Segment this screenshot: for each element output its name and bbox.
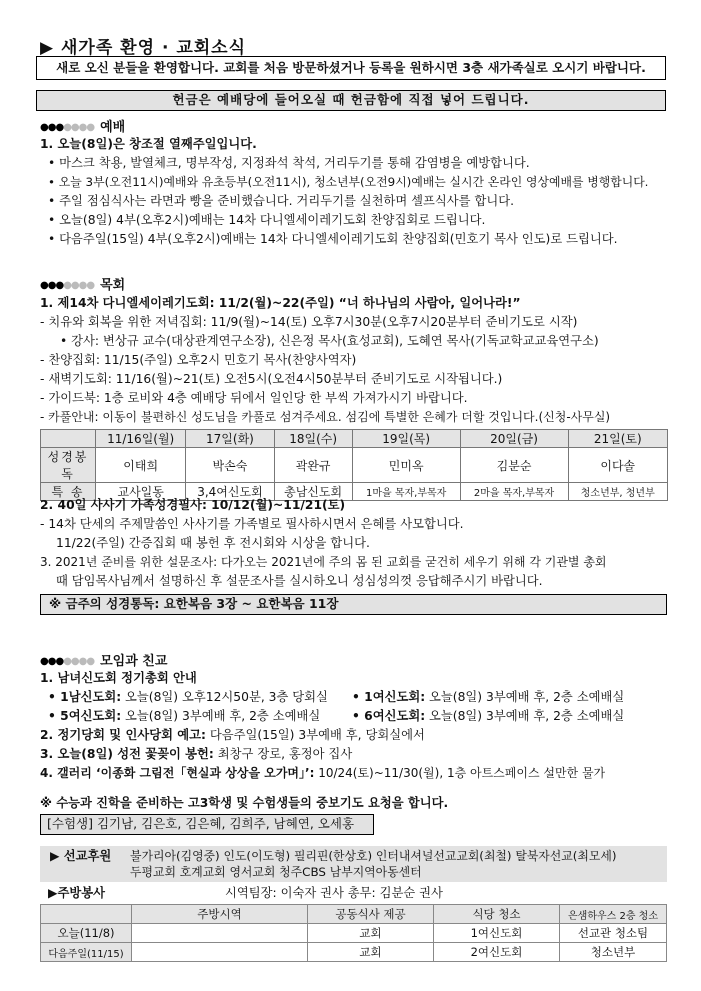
table-header: 17일(화) bbox=[186, 430, 274, 448]
table-cell: 청소년부 bbox=[560, 943, 667, 962]
pastoral-line: - 치유와 회복을 위한 저녁집회: 11/9(월)~14(토) 오후7시30분(오후7시20분부터 준비기도로 시작) bbox=[40, 315, 578, 329]
pastoral-line: - 카풀안내: 이동이 불편하신 성도님을 카풀로 섬겨주세요. 섬김에 특별한 은혜가 더할 것입니다.(신청-사무실) bbox=[40, 410, 611, 424]
table-row bbox=[41, 943, 667, 962]
table-header bbox=[41, 905, 132, 924]
kitchen-managers: 시역팀장: 이숙자 권사 총무: 김분순 권사 bbox=[225, 886, 443, 900]
pastoral-line: • 강사: 변상규 교수(대상관계연구소장), 신은정 목사(효성교회), 도혜연 목사(기독교학교교육연구소) bbox=[60, 334, 599, 348]
worship-line: 1. 오늘(8일)은 창조절 열째주일입니다. bbox=[40, 137, 257, 151]
table-header: 11/16일(월) bbox=[96, 430, 186, 448]
fellowship-line: 4. 갤러리 ‘이종화 그림전「현실과 상상을 오가며」’: 10/24(토)~11/30(월), 1층 아트스페이스 설만한 물가 bbox=[40, 766, 606, 780]
table-row bbox=[41, 924, 667, 943]
pastoral-line: 3. 2021년 준비를 위한 설문조사: 다가오는 2021년에 주의 몸 된 교회를 굳건히 세우기 위해 각 기관별 총회 bbox=[40, 555, 607, 569]
exam-prayer-request: ※ 수능과 진학을 준비하는 고3학생 및 수험생들의 중보기도 요청을 합니다. bbox=[40, 796, 449, 810]
prayer-schedule-table bbox=[40, 429, 668, 501]
meeting-item: • 1여신도회: 오늘(8일) 3부예배 후, 2층 소예배실 bbox=[352, 690, 625, 704]
mission-support-line: 불가리아(김영중) 인도(이도형) 필리핀(한상호) 인터내셔널선교교회(최철) 탈북자선교(최모세) bbox=[130, 849, 617, 863]
pastoral-line: 때 담임목사님께서 설명하신 후 설문조사를 실시하오니 성심성의껏 응답해주시기 바랍니다. bbox=[56, 574, 543, 588]
page-title: ▶ 새가족 환영 · 교회소식 bbox=[40, 38, 247, 58]
kitchen-service-label: ▶주방봉사 bbox=[48, 886, 105, 900]
pastoral-line: 1. 제14차 다니엘세이레기도회: 11/2(월)~22(주일) “너 하나님의 사람아, 일어나라!” bbox=[40, 296, 521, 310]
table-cell: 선교관 청소팀 bbox=[560, 924, 667, 943]
table-cell: 민미옥 bbox=[352, 448, 460, 483]
section-fellowship-title: ●●●●●●● 모임과 친교 bbox=[40, 654, 168, 669]
fellowship-line: 2. 정기당회 및 인사당회 예고: 다음주일(15일) 3부예배 후, 당회실에서 bbox=[40, 728, 425, 742]
table-cell: 2여신도회 bbox=[434, 943, 560, 962]
table-header: 주방시역 bbox=[132, 905, 308, 924]
table-cell: 교회 bbox=[308, 924, 434, 943]
offering-notice: 헌금은 예배당에 들어오실 때 헌금함에 직접 넣어 드립니다. bbox=[36, 90, 666, 111]
worship-line: • 주일 점심식사는 라면과 빵을 준비했습니다. 거리두기를 실천하며 셀프식사를 합니다. bbox=[48, 194, 515, 208]
table-row bbox=[41, 448, 668, 483]
pastoral-line: 2. 40일 사사기 가족성경필사: 10/12(월)~11/21(토) bbox=[40, 498, 346, 512]
table-header bbox=[41, 430, 96, 448]
exam-students-box: [수험생] 김기남, 김은호, 김은혜, 김희주, 남혜연, 오세홍 bbox=[40, 814, 374, 835]
meeting-item: • 6여신도회: 오늘(8일) 3부예배 후, 2층 소예배실 bbox=[352, 709, 625, 723]
worship-line: • 오늘(8일) 4부(오후2시)예배는 14차 다니엘세이레기도회 찬양집회로 드립니다. bbox=[48, 213, 486, 227]
table-cell: 2마을 목자,부목자 bbox=[460, 483, 568, 501]
table-cell: 김분순 bbox=[460, 448, 568, 483]
table-cell: 3,4여신도회 bbox=[186, 483, 274, 501]
pastoral-line: - 새벽기도회: 11/16(월)~21(토) 오전5시(오전4시50분부터 준비기도로 시작됩니다.) bbox=[40, 372, 503, 386]
fellowship-line: 1. 남녀신도회 정기총회 안내 bbox=[40, 671, 197, 685]
meeting-item: • 1남신도회: 오늘(8일) 오후12시50분, 3층 당회실 bbox=[48, 690, 328, 704]
table-cell: 1여신도회 bbox=[434, 924, 560, 943]
row-label: 다음주일(11/15) bbox=[41, 943, 132, 962]
dots-icon: ●●●●●●● bbox=[40, 656, 95, 667]
table-header: 은샘하우스 2층 청소 bbox=[560, 905, 667, 924]
table-cell: 교회 bbox=[308, 943, 434, 962]
table-cell: 곽완규 bbox=[274, 448, 352, 483]
fellowship-line: 3. 오늘(8일) 성전 꽃꽂이 봉헌: 최창구 장로, 홍정아 집사 bbox=[40, 747, 353, 761]
table-cell: 이다솔 bbox=[568, 448, 668, 483]
mission-support-label: ▶ 선교후원 bbox=[50, 849, 112, 863]
row-label: 성경봉독 bbox=[41, 448, 96, 483]
worship-line: • 오늘 3부(오전11시)예배와 유초등부(오전11시), 청소년부(오전9시)예배는 실시간 온라인 영상예배를 병행합니다. bbox=[48, 175, 649, 189]
section-pastoral-title: ●●●●●●● 목회 bbox=[40, 278, 126, 293]
table-cell: 1마을 목자,부목자 bbox=[352, 483, 460, 501]
row-label: 특 송 bbox=[41, 483, 96, 501]
pastoral-line: - 가이드북: 1층 로비와 4층 예배당 뒤에서 일인당 한 부씩 가져가시기 바랍니다. bbox=[40, 391, 468, 405]
table-cell bbox=[132, 943, 308, 962]
dots-icon: ●●●●●●● bbox=[40, 122, 95, 133]
table-header: 18일(수) bbox=[274, 430, 352, 448]
table-header: 20일(금) bbox=[460, 430, 568, 448]
kitchen-duty-table bbox=[40, 904, 667, 962]
worship-line: • 마스크 착용, 발열체크, 명부작성, 지정좌석 착석, 거리두기를 통해 감염병을 예방합니다. bbox=[48, 156, 530, 170]
table-cell: 총남신도회 bbox=[274, 483, 352, 501]
mission-support-line: 두평교회 호계교회 영서교회 청주CBS 남부지역아동센터 bbox=[130, 865, 422, 879]
pastoral-line: - 14차 단세의 주제말씀인 사사기를 가족별로 필사하시면서 은혜를 사모합니다. bbox=[40, 517, 464, 531]
table-header: 19일(목) bbox=[352, 430, 460, 448]
section-worship-title: ●●●●●●● 예배 bbox=[40, 120, 126, 135]
table-header: 21일(토) bbox=[568, 430, 668, 448]
meeting-item: • 5여신도회: 오늘(8일) 3부예배 후, 2층 소예배실 bbox=[48, 709, 321, 723]
welcome-notice: 새로 오신 분들을 환영합니다. 교회를 처음 방문하셨거나 등록을 원하시면 3층 새가족실로 오시기 바랍니다. bbox=[36, 56, 666, 80]
pastoral-line: 11/22(주일) 간증집회 때 봉헌 후 전시회와 시상을 합니다. bbox=[56, 536, 370, 550]
table-cell: 청소년부, 청년부 bbox=[568, 483, 668, 501]
row-label: 오늘(11/8) bbox=[41, 924, 132, 943]
table-header: 식당 청소 bbox=[434, 905, 560, 924]
mission-support-box bbox=[40, 846, 667, 882]
table-cell: 교사일동 bbox=[96, 483, 186, 501]
table-header: 공동식사 제공 bbox=[308, 905, 434, 924]
dots-icon: ●●●●●●● bbox=[40, 280, 95, 291]
table-cell: 이태희 bbox=[96, 448, 186, 483]
bible-reading-note: ※ 금주의 성경통독: 요한복음 3장 ~ 요한복음 11장 bbox=[40, 594, 667, 615]
table-cell bbox=[132, 924, 308, 943]
table-cell: 박손숙 bbox=[186, 448, 274, 483]
worship-line: • 다음주일(15일) 4부(오후2시)예배는 14차 다니엘세이레기도회 찬양집회(민호기 목사 인도)로 드립니다. bbox=[48, 232, 618, 246]
pastoral-line: - 찬양집회: 11/15(주일) 오후2시 민호기 목사(찬양사역자) bbox=[40, 353, 357, 367]
